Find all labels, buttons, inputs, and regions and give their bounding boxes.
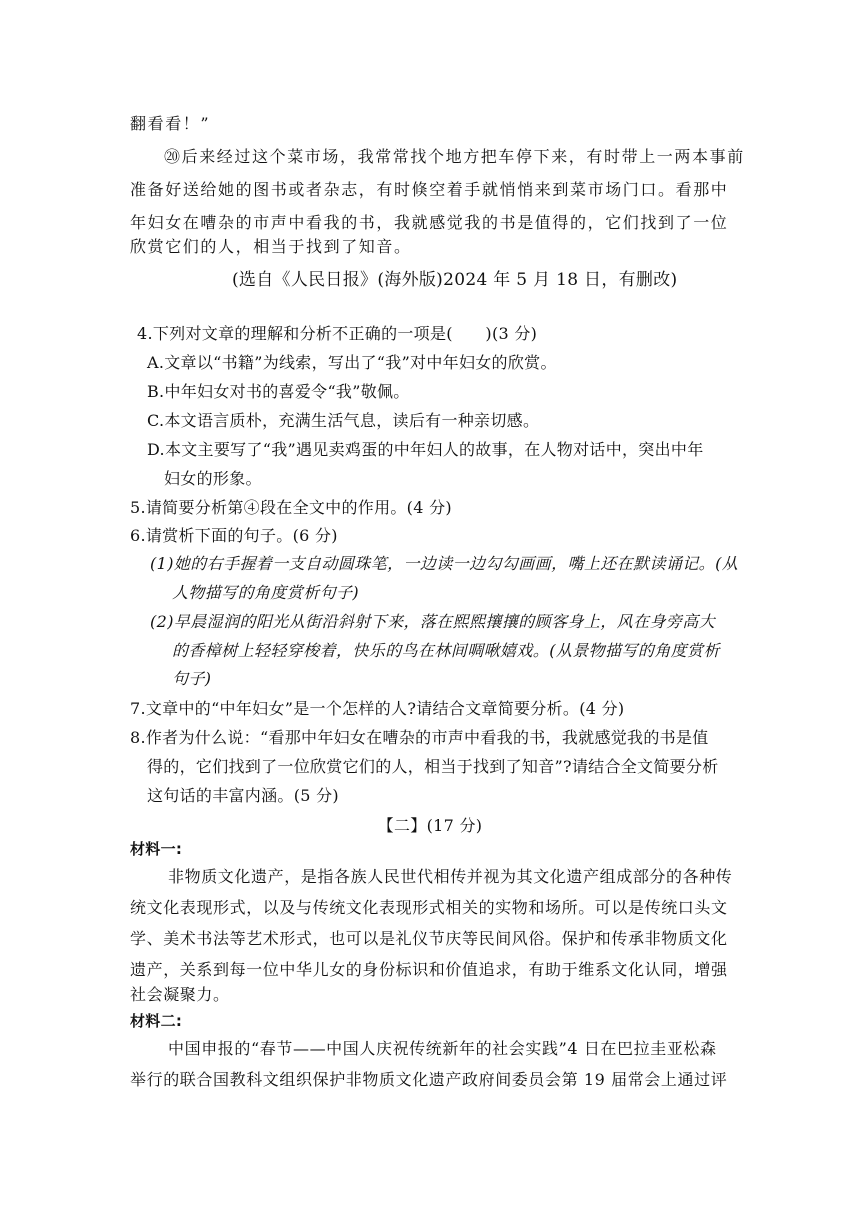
question-6-sentence-2-cont: 句子) — [172, 669, 212, 688]
material-2-text: 举行的联合国教科文组织保护非物质文化遗产政府间委员会第 19 届常会上通过评 — [130, 1070, 728, 1089]
question-4-option-d-cont: 妇女的形象。 — [164, 469, 262, 488]
material-1-text: 统文化表现形式，以及与传统文化表现形式相关的实物和场所。可以是传统口头文 — [130, 898, 728, 917]
material-1-label: 材料一: — [130, 840, 183, 858]
material-1-text: 遗产，关系到每一位中华儿女的身份标识和价值追求，有助于维系文化认同，增强 — [130, 960, 728, 979]
material-1-text: 非物质文化遗产，是指各族人民世代相传并视为其文化遗产组成部分的各种传 — [168, 867, 733, 886]
question-8-cont: 这句话的丰富内涵。(5 分) — [147, 786, 339, 805]
passage-line: 准备好送给她的图书或者杂志，有时倏空着手就悄悄来到菜市场门口。看那中 — [130, 180, 729, 199]
question-8: 8.作者为什么说：“看那中年妇女在嘈杂的市声中看我的书，我就感觉我的书是值 — [130, 728, 709, 747]
question-6-sentence-1-cont: 人物描写的角度赏析句子) — [172, 583, 360, 602]
passage-line: 欣赏它们的人，相当于找到了知音。 — [130, 237, 412, 256]
question-4-option-b: B.中年妇女对书的喜爱令“我”敬佩。 — [147, 382, 410, 401]
question-6-sentence-2: (2)早晨湿润的阳光从街沿斜射下来，落在熙熙攘攘的顾客身上，风在身旁高大 — [150, 612, 716, 631]
question-4-option-a: A.文章以“书籍”为线索，写出了“我”对中年妇女的欣赏。 — [147, 353, 557, 372]
passage-line: 年妇女在嘈杂的市声中看我的书，我就感觉我的书是值得的，它们找到了一位 — [130, 213, 729, 232]
question-4-option-c: C.本文语言质朴，充满生活气息，读后有一种亲切感。 — [147, 411, 540, 430]
material-2-label: 材料二: — [130, 1012, 183, 1030]
question-8-cont: 得的，它们找到了一位欣赏它们的人，相当于找到了知音”?请结合全文简要分析 — [147, 757, 719, 776]
question-4-option-d: D.本文主要写了“我”遇见卖鸡蛋的中年妇人的故事，在人物对话中，突出中年 — [147, 440, 704, 459]
question-6: 6.请赏析下面的句子。(6 分) — [130, 526, 338, 545]
question-6-sentence-2-cont: 的香樟树上轻轻穿梭着，快乐的鸟在林间啁啾嬉戏。(从景物描写的角度赏析 — [172, 641, 720, 660]
question-4: 4.下列对文章的理解和分析不正确的一项是( )(3 分) — [137, 324, 538, 343]
passage-source: (选自《人民日报》(海外版)2024 年 5 月 18 日，有删改) — [232, 270, 678, 290]
question-6-sentence-1: (1)她的右手握着一支自动圆珠笔，一边读一边勾勾画画，嘴上还在默读诵记。(从 — [150, 554, 739, 573]
material-1-text: 社会凝聚力。 — [130, 985, 230, 1004]
section-heading: 【二】(17 分) — [377, 816, 483, 835]
passage-paragraph-20: ⑳后来经过这个菜市场，我常常找个地方把车停下来，有时带上一两本事前 — [164, 147, 745, 166]
question-5: 5.请简要分析第④段在全文中的作用。(4 分) — [130, 498, 452, 517]
question-7: 7.文章中的“中年妇女”是一个怎样的人?请结合文章简要分析。(4 分) — [130, 699, 625, 718]
material-2-text: 中国申报的“春节——中国人庆祝传统新年的社会实践”4 日在巴拉圭亚松森 — [168, 1039, 717, 1058]
material-1-text: 学、美术书法等艺术形式，也可以是礼仪节庆等民间风俗。保护和传承非物质文化 — [130, 929, 728, 948]
passage-line: 翻看看！” — [130, 114, 211, 133]
